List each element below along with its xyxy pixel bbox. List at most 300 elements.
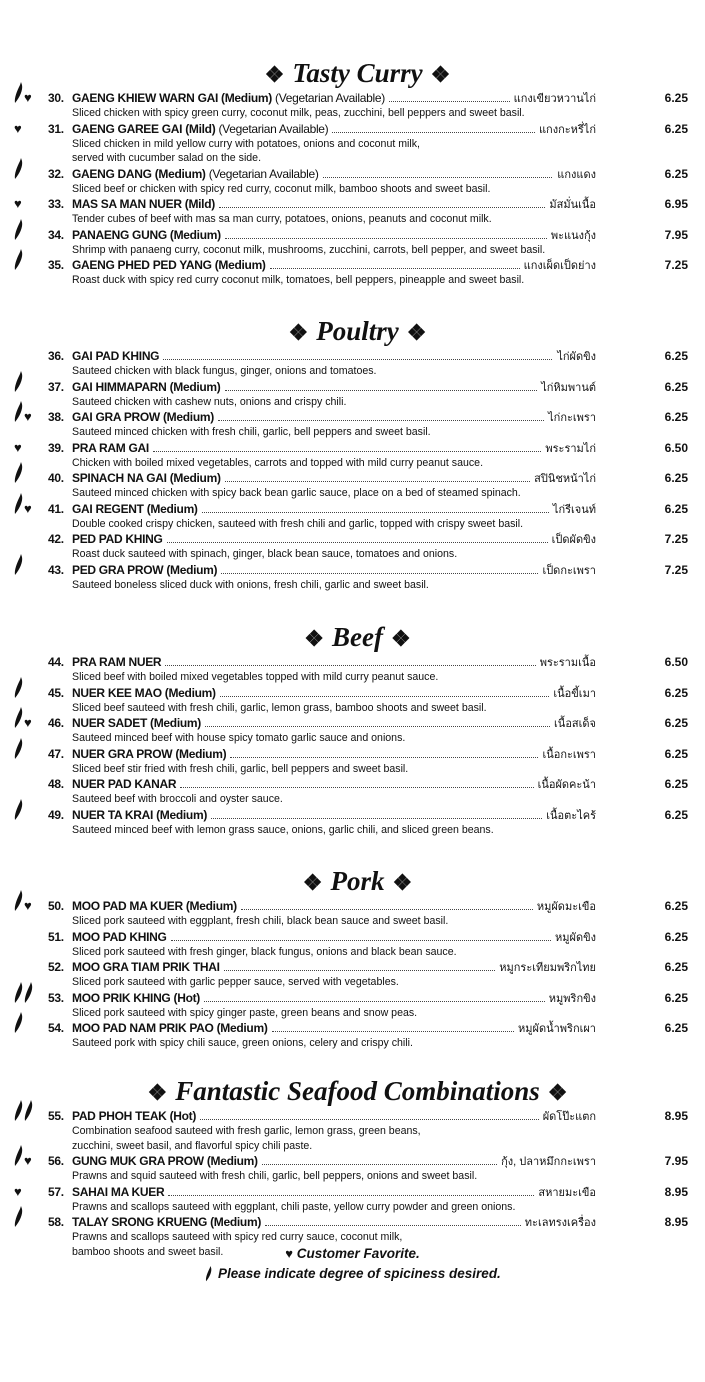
item-thai-name: ทะเลทรงเครื่อง <box>524 1217 596 1229</box>
item-row <box>48 501 688 517</box>
item-thai-name: หมูกระเทียมพริกไทย <box>499 962 596 974</box>
menu-item <box>0 776 688 807</box>
leader-dots <box>241 908 533 910</box>
legend <box>0 1244 705 1284</box>
item-number: 44. <box>48 655 64 669</box>
heart-icon: ♥ <box>24 409 32 424</box>
menu-item <box>0 257 688 288</box>
item-description: Shrimp with panaeng curry, coconut milk, mushrooms, zucchini, carrots, bell pepper, and sweet basil. <box>72 243 546 256</box>
item-row <box>48 90 688 106</box>
item-markers <box>14 166 24 182</box>
chili-icon <box>14 1012 24 1034</box>
item-thai-name: ไก่รีเจนท์ <box>552 503 596 516</box>
section-seafood <box>0 1074 705 1259</box>
leader-dots <box>270 267 520 269</box>
item-name <box>72 1108 196 1124</box>
item-row <box>48 470 688 486</box>
leader-dots <box>262 1163 497 1165</box>
chili-icon <box>14 493 24 515</box>
chili-icon <box>14 554 24 576</box>
item-markers <box>14 1108 34 1124</box>
item-number: 32. <box>48 166 64 181</box>
leader-dots <box>221 572 538 574</box>
item-price: 7.95 <box>664 1154 688 1168</box>
item-name-text: NUER PAD KANAR <box>72 777 177 791</box>
item-name <box>72 531 163 547</box>
item-number: 31. <box>48 121 64 136</box>
item-name <box>72 990 200 1006</box>
item-number: 54. <box>48 1021 64 1035</box>
item-name-text: GAENG DANG (Medium) <box>72 166 206 181</box>
chili-icon <box>14 371 24 393</box>
item-row <box>48 257 688 273</box>
item-number: 43. <box>48 562 64 577</box>
item-name-text: MOO PAD KHING <box>72 929 167 944</box>
item-thai-name: แกงเขียวหวานไก่ <box>513 93 596 105</box>
item-price: 7.25 <box>664 258 688 272</box>
item-thai-name: พะแนงกุ้ง <box>550 229 596 242</box>
item-markers <box>14 379 24 395</box>
item-price: 6.25 <box>664 91 688 105</box>
item-description: Sauteed pork with spicy chili sauce, green onions, celery and crispy chili. <box>72 1037 413 1049</box>
item-number: 57. <box>48 1184 64 1199</box>
chili-icon <box>14 677 24 699</box>
item-price: 7.25 <box>664 532 688 546</box>
item-number: 53. <box>48 990 64 1005</box>
chili-icon <box>14 738 24 760</box>
item-number: 50. <box>48 899 64 913</box>
leader-dots <box>180 786 533 788</box>
item-thai-name: มัสมั่นเนื้อ <box>549 199 596 211</box>
section-title-text: Pork <box>330 866 385 896</box>
leader-dots <box>219 206 545 208</box>
item-description: Sauteed chicken with cashew nuts, onions and crispy chili. <box>72 395 347 408</box>
item-name <box>72 166 319 182</box>
section-title <box>10 620 705 654</box>
item-thai-name: ผัดโป๊ะแตก <box>542 1111 596 1123</box>
item-name-text: GUNG MUK GRA PROW (Medium) <box>72 1154 258 1168</box>
chili-icon <box>24 1100 34 1122</box>
menu-item <box>0 531 688 562</box>
ornament-icon: ❖ <box>147 1080 168 1105</box>
item-thai-name: พระรามเนื้อ <box>539 657 596 669</box>
leader-dots <box>168 1194 534 1196</box>
item-name-text: NUER GRA PROW (Medium) <box>72 746 227 761</box>
item-number: 42. <box>48 532 64 546</box>
item-row <box>48 1153 688 1169</box>
item-thai-name: เนื้อผัดคะน้า <box>537 779 596 791</box>
item-number: 36. <box>48 349 64 363</box>
section-title-text: Fantastic Seafood Combinations <box>175 1076 540 1106</box>
menu-item <box>0 409 688 440</box>
item-name-text: NUER KEE MAO (Medium) <box>72 685 216 700</box>
leader-dots <box>204 1000 545 1002</box>
leader-dots <box>202 511 549 513</box>
menu-item <box>0 90 688 121</box>
legend-favorite <box>0 1244 705 1264</box>
item-description: Sliced pork sauteed with garlic pepper sauce, served with vegetables. <box>72 976 399 988</box>
legend-favorite-text: Customer Favorite. <box>296 1246 420 1261</box>
menu-item <box>0 807 688 838</box>
item-name-text: TALAY SRONG KRUENG (Medium) <box>72 1215 262 1229</box>
chili-icon <box>204 1266 214 1282</box>
item-description: Sliced pork sauteed with spicy ginger paste, green beans and snow peas. <box>72 1006 418 1019</box>
item-description: bamboo shoots and sweet basil. <box>72 1245 224 1258</box>
item-name <box>72 1214 261 1230</box>
leader-dots <box>211 817 542 819</box>
section-title <box>10 56 705 90</box>
item-description: Double cooked crispy chicken, sauteed with fresh chili and garlic, topped with crispy sweet basil. <box>72 517 524 530</box>
item-number: 45. <box>48 685 64 700</box>
item-thai-name: เป็ดผัดขิง <box>551 534 596 546</box>
item-markers <box>14 1153 32 1169</box>
heart-icon: ♥ <box>14 120 22 136</box>
item-name-text: GAI PAD KHING <box>72 349 160 363</box>
menu-item <box>0 929 688 960</box>
item-thai-name: เป็ดกะเพรา <box>542 564 596 577</box>
item-price: 6.25 <box>664 166 688 181</box>
heart-icon: ♥ <box>24 715 32 730</box>
item-thai-name: เนื้อขี้เมา <box>553 687 596 700</box>
item-markers <box>14 1020 24 1036</box>
item-name-text: MOO PAD NAM PRIK PAO (Medium) <box>72 1021 268 1035</box>
item-row <box>48 1108 688 1124</box>
item-markers <box>14 121 22 137</box>
menu-item <box>0 440 688 471</box>
item-description: Sauteed chicken with black fungus, ginger, onions and tomatoes. <box>72 365 377 377</box>
section-tasty-curry <box>0 56 705 288</box>
menu-item <box>0 654 688 685</box>
item-name <box>72 959 220 975</box>
item-name <box>72 1020 268 1036</box>
menu-item <box>0 685 688 716</box>
item-number: 56. <box>48 1154 64 1168</box>
item-row <box>48 959 688 975</box>
ornament-icon: ❖ <box>406 320 427 345</box>
item-price: 6.25 <box>664 685 688 700</box>
leader-dots <box>220 695 550 697</box>
item-price: 6.50 <box>664 440 688 455</box>
item-name <box>72 379 221 395</box>
leader-dots <box>171 939 551 941</box>
item-description: Sliced chicken with spicy green curry, coconut milk, peas, zucchini, bell peppers and sweet basil. <box>72 107 525 119</box>
item-number: 58. <box>48 1215 64 1229</box>
item-markers <box>14 257 24 273</box>
item-price: 7.95 <box>664 227 688 242</box>
item-name-text: GAI GRA PROW (Medium) <box>72 410 214 424</box>
section-pork <box>0 864 705 1051</box>
menu-item <box>0 1108 688 1153</box>
item-markers <box>14 440 22 456</box>
item-markers <box>14 409 32 425</box>
leader-dots <box>230 756 538 758</box>
item-thai-name: เนื้อสเด็จ <box>554 718 596 730</box>
item-markers <box>14 562 24 578</box>
item-description: Sauteed minced chicken with spicy back bean garlic sauce, place on a bed of steamed spinach. <box>72 487 521 499</box>
ornament-icon: ❖ <box>392 870 413 895</box>
item-markers <box>14 746 24 762</box>
leader-dots <box>332 131 535 133</box>
item-number: 48. <box>48 777 64 791</box>
item-name-text: NUER TA KRAI (Medium) <box>72 807 208 822</box>
chili-icon <box>14 249 24 271</box>
item-number: 51. <box>48 929 64 944</box>
item-thai-name: เนื้อกะเพรา <box>542 748 596 761</box>
item-row <box>48 196 688 212</box>
section-poultry <box>0 314 705 592</box>
item-row <box>48 562 688 578</box>
item-description: Sliced pork sauteed with fresh ginger, black fungus, onions and black bean sauce. <box>72 945 457 958</box>
item-markers <box>14 898 32 914</box>
leader-dots <box>163 358 552 360</box>
item-price: 6.25 <box>664 777 688 791</box>
menu-item <box>0 196 688 227</box>
item-price: 6.25 <box>664 960 688 974</box>
chili-icon <box>14 1100 24 1122</box>
item-markers <box>14 90 32 106</box>
leader-dots <box>205 725 550 727</box>
menu-item <box>0 562 688 593</box>
leader-dots <box>165 664 535 666</box>
item-thai-name: แกงแดง <box>557 168 596 181</box>
item-price: 6.25 <box>664 349 688 363</box>
item-thai-name: สหายมะเขือ <box>538 1186 596 1199</box>
item-price: 8.95 <box>664 1184 688 1199</box>
item-row <box>48 440 688 456</box>
item-row <box>48 121 688 137</box>
item-name <box>72 121 328 137</box>
ornament-icon: ❖ <box>430 62 451 87</box>
menu-item <box>0 959 688 990</box>
item-markers <box>14 685 24 701</box>
ornament-icon: ❖ <box>264 62 285 87</box>
item-number: 55. <box>48 1109 64 1123</box>
item-number: 49. <box>48 807 64 822</box>
item-row <box>48 990 688 1006</box>
item-number: 46. <box>48 716 64 730</box>
item-description: Roast duck sauteed with spinach, ginger, black bean sauce, tomatoes and onions. <box>72 548 458 560</box>
item-price: 8.95 <box>664 1109 688 1123</box>
item-name-text: PED GRA PROW (Medium) <box>72 562 218 577</box>
item-price: 6.25 <box>664 716 688 730</box>
item-price: 7.25 <box>664 562 688 577</box>
item-number: 33. <box>48 197 64 211</box>
item-name <box>72 685 216 701</box>
item-description: Sauteed boneless sliced duck with onions, fresh chili, garlic and sweet basil. <box>72 578 429 591</box>
item-price: 6.25 <box>664 379 688 394</box>
ornament-icon: ❖ <box>302 870 323 895</box>
legend-spicy <box>0 1264 705 1284</box>
item-thai-name: หมูผัดขิง <box>555 931 596 944</box>
item-name <box>72 257 266 273</box>
item-name <box>72 227 221 243</box>
chili-icon <box>14 799 24 821</box>
item-name <box>72 715 201 731</box>
item-markers <box>14 470 24 486</box>
item-row <box>48 166 688 182</box>
menu-item <box>0 227 688 258</box>
item-price: 6.25 <box>664 121 688 136</box>
item-name-text: GAI REGENT (Medium) <box>72 501 198 516</box>
item-number: 34. <box>48 227 64 242</box>
chili-icon <box>14 401 24 423</box>
item-thai-name: หมูพริกขิง <box>548 992 596 1005</box>
item-name <box>72 440 149 456</box>
chili-icon <box>14 82 24 104</box>
item-description: Sauteed minced chicken with fresh chili, garlic, bell peppers and sweet basil. <box>72 426 431 438</box>
item-description: Sauteed minced beef with lemon grass sauce, onions, garlic chili, and sliced green beans. <box>72 823 494 836</box>
item-price: 6.25 <box>664 501 688 516</box>
heart-icon: ♥ <box>24 898 32 913</box>
item-markers <box>14 501 32 517</box>
item-number: 40. <box>48 471 64 485</box>
item-name-text: SAHAI MA KUER <box>72 1184 165 1199</box>
heart-icon: ♥ <box>14 196 22 211</box>
menu-item <box>0 990 688 1021</box>
item-description: Combination seafood sauteed with fresh garlic, lemon grass, green beans, <box>72 1125 421 1137</box>
item-description: Sliced beef with boiled mixed vegetables topped with mild curry peanut sauce. <box>72 671 439 683</box>
item-thai-name: ไก่หิมพานต์ <box>541 381 596 394</box>
leader-dots <box>200 1118 539 1120</box>
legend-spicy-text: Please indicate degree of spiciness desired. <box>217 1266 501 1281</box>
item-markers <box>14 196 22 212</box>
item-name-text: MOO PAD MA KUER (Medium) <box>72 899 237 913</box>
item-row <box>48 807 688 823</box>
item-description: Sliced beef stir fried with fresh chili, garlic, bell peppers and sweet basil. <box>72 762 409 775</box>
section-title-text: Beef <box>332 622 383 652</box>
item-row <box>48 898 688 914</box>
item-description: Prawns and squid sauteed with fresh chili, garlic, bell peppers, onions and sweet basil. <box>72 1170 478 1182</box>
item-thai-name: หมูผัดน้ำพริกเผา <box>518 1023 596 1035</box>
leader-dots <box>225 389 538 391</box>
item-thai-name: พระรามไก่ <box>545 442 596 455</box>
item-markers <box>14 990 34 1006</box>
item-name-text: GAENG KHIEW WARN GAI (Medium) <box>72 91 272 105</box>
item-price: 6.50 <box>664 655 688 669</box>
section-title <box>10 864 705 898</box>
leader-dots <box>224 969 496 971</box>
item-number: 39. <box>48 440 64 455</box>
item-thai-name: ไก่ผัดขิง <box>557 351 596 363</box>
item-row <box>48 1184 688 1200</box>
item-number: 35. <box>48 258 64 272</box>
item-name <box>72 776 176 792</box>
item-name <box>72 409 214 425</box>
item-description: Chicken with boiled mixed vegetables, carrots and topped with mild curry peanut sauce. <box>72 456 484 469</box>
item-row <box>48 715 688 731</box>
item-thai-name: ไก่กะเพรา <box>548 412 596 424</box>
leader-dots <box>323 176 552 178</box>
menu-item <box>0 1020 688 1051</box>
item-row <box>48 227 688 243</box>
item-price: 6.25 <box>664 990 688 1005</box>
item-thai-name: สปินิชหน้าไก่ <box>534 473 596 485</box>
item-name <box>72 348 159 364</box>
item-price: 6.95 <box>664 197 688 211</box>
menu-item <box>0 470 688 501</box>
item-thai-name: เนื้อตะไคร้ <box>546 809 596 822</box>
chili-icon <box>14 219 24 241</box>
item-markers <box>14 227 24 243</box>
item-row <box>48 531 688 547</box>
heart-icon: ♥ <box>14 1183 22 1199</box>
item-description: Sliced pork sauteed with eggplant, fresh chili, black bean sauce and sweet basil. <box>72 915 449 927</box>
item-price: 6.25 <box>664 899 688 913</box>
item-note: (Vegetarian Available) <box>218 121 329 136</box>
item-number: 37. <box>48 379 64 394</box>
item-number: 52. <box>48 960 64 974</box>
item-name-text: NUER SADET (Medium) <box>72 716 201 730</box>
ornament-icon: ❖ <box>304 626 325 651</box>
item-markers <box>14 1214 24 1230</box>
leader-dots <box>272 1030 514 1032</box>
item-note: (Vegetarian Available) <box>275 91 385 105</box>
item-price: 6.25 <box>664 807 688 822</box>
chili-icon <box>14 462 24 484</box>
item-thai-name: หมูผัดมะเขือ <box>536 901 596 913</box>
ornament-icon: ❖ <box>288 320 309 345</box>
item-row <box>48 776 688 792</box>
chili-icon <box>14 1145 24 1167</box>
item-description: Sliced beef or chicken with spicy red curry, coconut milk, bamboo shoots and sweet basil. <box>72 182 491 195</box>
leader-dots <box>218 419 544 421</box>
section-title <box>10 1074 705 1108</box>
leader-dots <box>225 237 547 239</box>
item-row <box>48 654 688 670</box>
heart-icon: ♥ <box>285 1246 293 1261</box>
item-thai-name: แกงเผ็ดเป็ดย่าง <box>523 260 596 272</box>
section-beef <box>0 620 705 837</box>
item-name-text: PANAENG GUNG (Medium) <box>72 227 221 242</box>
item-name <box>72 746 226 762</box>
item-thai-name: แกงกะหรี่ไก่ <box>538 123 596 136</box>
item-description: Sliced beef sauteed with fresh chili, garlic, lemon grass, bamboo shoots and sweet basil. <box>72 701 487 714</box>
item-name <box>72 1184 164 1200</box>
item-thai-name: กุ้ง, ปลาหมึกกะเพรา <box>501 1156 596 1168</box>
heart-icon: ♥ <box>24 500 32 516</box>
item-description: Roast duck with spicy red curry coconut milk, tomatoes, bell peppers, pineapple and sweet basil. <box>72 274 525 286</box>
leader-dots <box>225 480 531 482</box>
leader-dots <box>153 450 541 452</box>
item-row <box>48 409 688 425</box>
item-row <box>48 1214 688 1230</box>
item-name <box>72 807 207 823</box>
item-name <box>72 470 221 486</box>
item-note: (Vegetarian Available) <box>208 166 319 181</box>
leader-dots <box>265 1224 521 1226</box>
item-row <box>48 929 688 945</box>
menu-item <box>0 166 688 197</box>
item-name-text: GAENG GAREE GAI (Mild) <box>72 121 216 136</box>
item-price: 6.25 <box>664 746 688 761</box>
item-name-text: PRA RAM GAI <box>72 440 149 455</box>
item-row <box>48 685 688 701</box>
menu-item <box>0 501 688 532</box>
item-row <box>48 746 688 762</box>
item-number: 38. <box>48 410 64 424</box>
chili-icon <box>24 982 34 1004</box>
menu-item <box>0 348 688 379</box>
menu-item <box>0 898 688 929</box>
item-markers <box>14 715 32 731</box>
item-price: 6.25 <box>664 929 688 944</box>
item-number: 41. <box>48 501 64 516</box>
item-number: 30. <box>48 91 64 105</box>
item-name <box>72 90 385 106</box>
item-name-text: PED PAD KHING <box>72 532 163 546</box>
item-name-text: GAENG PHED PED YANG (Medium) <box>72 258 266 272</box>
item-name <box>72 196 215 212</box>
